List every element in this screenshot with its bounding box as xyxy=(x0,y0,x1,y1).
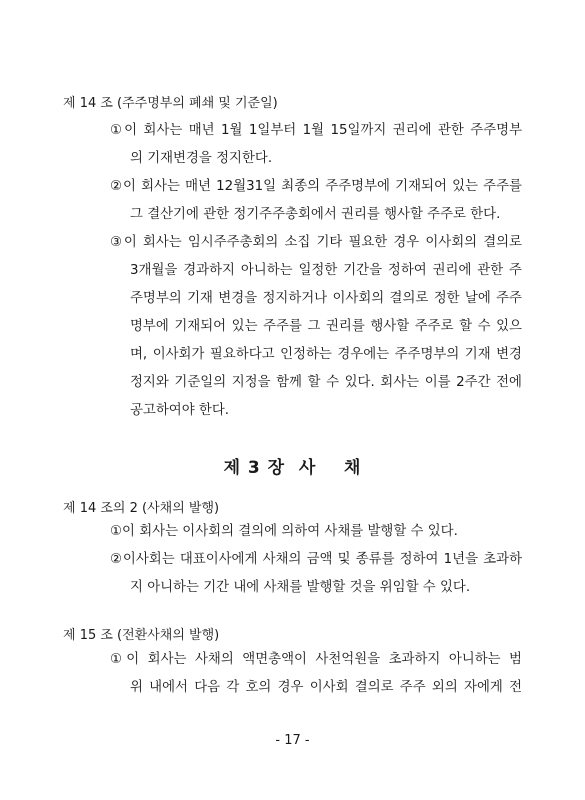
article-14-2-paragraph-2 xyxy=(110,546,522,602)
text-line: 위 내에서 다음 각 호의 경우 이사회 결의로 주주 외의 자에게 전 xyxy=(130,680,522,695)
text-line: 지 아니하는 기간 내에 사채를 발행할 것을 위임할 수 있다. xyxy=(130,580,471,595)
text-line: ①이 회사는 사채의 액면총액이 사천억원을 초과하지 아니하는 범 xyxy=(110,652,522,667)
text-line: ①이 회사는 이사회의 결의에 의하여 사채를 발행할 수 있다. xyxy=(110,524,458,539)
page-number: - 17 - xyxy=(275,733,310,748)
text-line: 의 기재변경을 정지한다. xyxy=(130,151,273,166)
article-14-2-heading: 제 14 조의 2 (사채의 발행) xyxy=(63,501,220,516)
article-14-heading: 제 14 조 (주주명부의 폐쇄 및 기준일) xyxy=(63,96,278,111)
article-15-paragraph-1 xyxy=(110,646,522,702)
text-line: 명부에 기재되어 있는 주주를 그 권리를 행사할 주주로 할 수 있으 xyxy=(130,319,522,334)
text-line: ②이사회는 대표이사에게 사채의 금액 및 종류를 정하여 1년을 초과하 xyxy=(110,552,522,567)
text-line: 그 결산기에 관한 정기주주총회에서 권리를 행사할 주주로 한다. xyxy=(130,207,501,222)
article-15-heading: 제 15 조 (전환사채의 발행) xyxy=(63,628,220,643)
text-line: ③이 회사는 임시주주총회의 소집 기타 필요한 경우 이사회의 결의로 xyxy=(110,235,522,250)
text-line: 주명부의 기재 변경을 정지하거나 이사회의 결의로 정한 날에 주주 xyxy=(130,291,522,306)
text-line: 공고하여야 한다. xyxy=(130,403,230,418)
text-line: ①이 회사는 매년 1월 1일부터 1월 15일까지 권리에 관한 주주명부 xyxy=(110,123,522,138)
chapter-title: 제 3 장 사 채 xyxy=(223,458,362,478)
article-14-paragraph-2 xyxy=(110,173,522,229)
article-14-2-paragraph-1 xyxy=(110,518,522,546)
text-line: 며, 이사회가 필요하다고 인정하는 경우에는 주주명부의 기재 변경 xyxy=(130,347,522,362)
article-14-paragraph-1 xyxy=(110,117,522,173)
text-line: 정지와 기준일의 지정을 함께 할 수 있다. 회사는 이를 2주간 전에 xyxy=(130,375,522,390)
text-line: 3개월을 경과하지 아니하는 일정한 기간을 정하여 권리에 관한 주 xyxy=(130,263,522,278)
article-14-paragraph-3 xyxy=(110,229,522,425)
text-line: ②이 회사는 매년 12월31일 최종의 주주명부에 기재되어 있는 주주를 xyxy=(110,179,522,194)
